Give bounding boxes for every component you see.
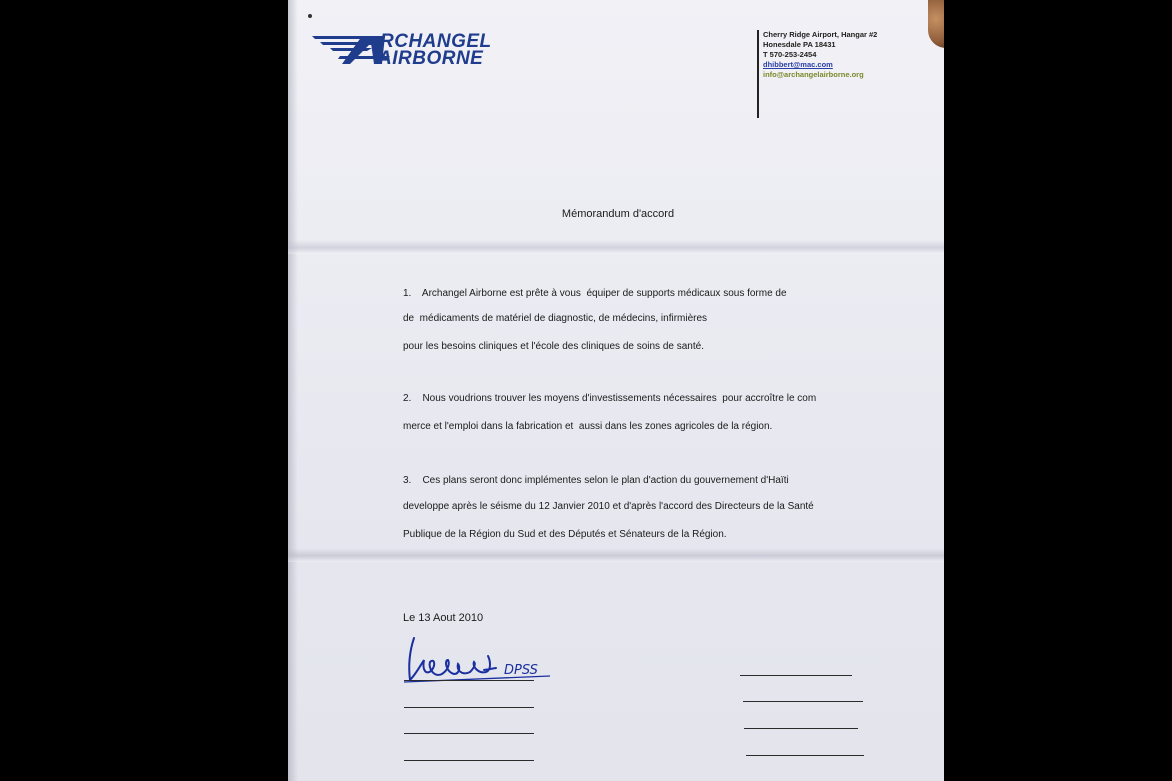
signature-line: [743, 701, 863, 702]
signature-line: [404, 760, 534, 761]
logo-text-line1: RCHANGEL: [380, 31, 492, 52]
memorandum-page: [288, 0, 944, 781]
paragraph-line: de médicaments de matériel de diagnostic, de médecins, infirmières: [403, 313, 708, 324]
paragraph-line: pour les besoins cliniques et l'école des cliniques de soins de santé.: [403, 341, 704, 352]
email-link[interactable]: info@archangelairborne.org: [763, 70, 864, 79]
email-link[interactable]: dhibbert@mac.com: [763, 60, 833, 69]
logo-text-line2: AIRBORNE: [378, 48, 484, 69]
address-line: Cherry Ridge Airport, Hangar #2: [763, 30, 878, 39]
signature-initials: DPSS: [504, 663, 538, 678]
thumb: [928, 0, 944, 48]
ink-dot: [308, 14, 312, 18]
signature-line: [744, 728, 858, 729]
document-title-text: Mémorandum d'accord: [561, 208, 675, 220]
handwritten-signature: [400, 630, 560, 690]
signature-line: [404, 733, 534, 734]
archangel-airborne-logo: [310, 28, 530, 70]
document-date: Le 13 Aout 2010: [403, 612, 484, 624]
phone-line: T 570-253-2454: [763, 50, 817, 59]
address-line: Honesdale PA 18431: [763, 40, 836, 49]
paragraph-line: 2. Nous voudrions trouver les moyens d'investissements nécessaires pour accroître le com: [403, 393, 817, 404]
paragraph-line: developpe après le séisme du 12 Janvier 2010 et d'après l'accord des Directeurs de la Santé: [403, 501, 814, 512]
signature-line: [404, 707, 534, 708]
signature-line: [404, 680, 534, 681]
paper-fold: [288, 548, 944, 562]
signature-line: [740, 675, 852, 676]
letterhead-address: [763, 30, 877, 80]
signature-line: [746, 755, 864, 756]
document-title: [288, 208, 944, 220]
paragraph-line: 3. Ces plans seront donc implémentes selon le plan d'action du gouvernement d'Haïti: [403, 475, 789, 486]
letterhead-divider: [757, 30, 759, 118]
paper-fold: [288, 240, 944, 254]
paragraph-line: merce et l'emploi dans la fabrication et aussi dans les zones agricoles de la région.: [403, 421, 773, 432]
paragraph-line: Publique de la Région du Sud et des Députés et Sénateurs de la Région.: [403, 529, 727, 540]
paragraph-line: 1. Archangel Airborne est prête à vous équiper de supports médicaux sous forme de: [403, 288, 787, 299]
page-shadow: [288, 0, 298, 781]
